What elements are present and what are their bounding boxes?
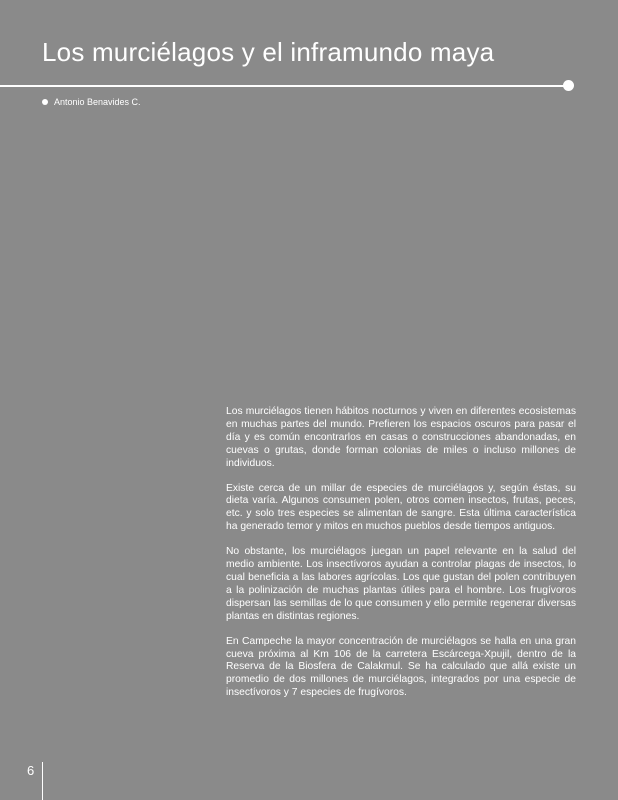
article-body bbox=[226, 406, 576, 712]
title-rule bbox=[0, 85, 566, 87]
page-number-rule bbox=[42, 762, 43, 800]
rule-end-dot bbox=[563, 80, 574, 91]
page-number: 6 bbox=[27, 763, 35, 778]
author-line bbox=[42, 97, 141, 107]
body-paragraph: Los murciélagos tienen hábitos nocturnos y viven en diferentes ecosistemas en muchas partes del mundo. Prefieren los espacios oscuros para pasar el día y es común encontrarlos en casas o construcciones abandonadas, en cuevas o grutas, donde forman colonias de miles o incluso millones de individuos. bbox=[226, 406, 576, 469]
body-paragraph: En Campeche la mayor concentración de murciélagos se halla en una gran cueva próxima al Km 106 de la carretera Escárcega-Xpujil, dentro de la Reserva de la Biosfera de Calakmul. Se ha calculado que allá existe un promedio de dos millones de murciélagos, integrados por una especie de insectívoros y 7 especies de frugívoros. bbox=[226, 635, 576, 699]
body-paragraph: Existe cerca de un millar de especies de murciélagos y, según éstas, su dieta varía. Algunos consumen polen, otros comen insectos, frutas, peces, etc. y solo tres especies se alimentan de sangre. Esta última característica ha generado temor y mitos en muchos pueblos desde tiempos antiguos. bbox=[226, 482, 576, 533]
author-name: Antonio Benavides C. bbox=[54, 97, 141, 107]
body-paragraph: No obstante, los murciélagos juegan un papel relevante en la salud del medio ambiente. Los insectívoros ayudan a controlar plagas de insectos, lo cual beneficia a las labores agrícolas. Los que gustan del polen contribuyen a la polinización de muchas plantas útiles para el hombre. Los frugívoros dispersan las semillas de lo que consumen y ello permite regenerar diversas plantas en distintas regiones. bbox=[226, 546, 576, 622]
article-title: Los murciélagos y el inframundo maya bbox=[42, 37, 495, 67]
bullet-icon bbox=[42, 99, 48, 105]
